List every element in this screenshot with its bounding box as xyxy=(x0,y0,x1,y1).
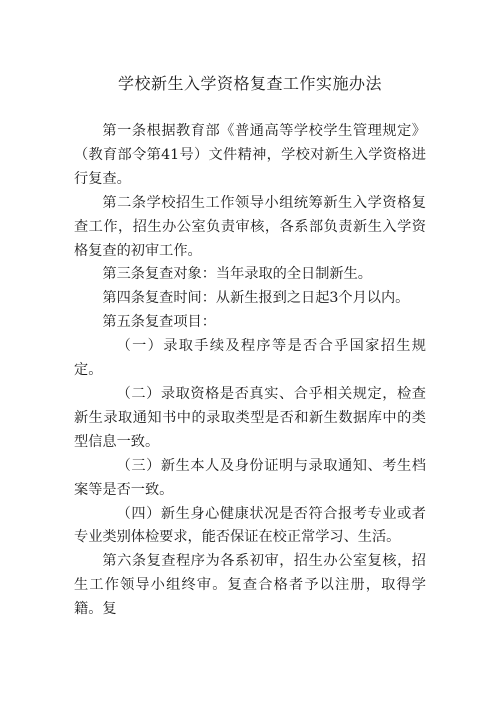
document-body xyxy=(74,120,426,622)
paragraph-item-3: （三）新生本人及身份证明与录取通知、考生档案等是否一致。 xyxy=(74,457,426,498)
document-title: 学校新生入学资格复查工作实施办法 xyxy=(117,74,382,93)
paragraph-item-2: （二）录取资格是否真实、合乎相关规定，检查新生录取通知书中的录取类型是否和新生数据库中的类型信息一致。 xyxy=(74,385,426,450)
paragraph-article-1: 第一条根据教育部《普通高等学校学生管理规定》（教育部令第41号）文件精神，学校对新生入学资格进行复查。 xyxy=(74,123,426,187)
paragraph-article-2: 第二条学校招生工作领导小组统筹新生入学资格复查工作，招生办公室负责审核，各系部负责新生入学资格复查的初审工作。 xyxy=(74,194,426,259)
paragraph-item-4: （四）新生身心健康状况是否符合报考专业或者专业类别体检要求，能否保证在校正常学习、生活。 xyxy=(74,505,426,546)
paragraph-article-3: 第三条复查对象：当年录取的全日制新生。 xyxy=(102,266,372,283)
paragraph-item-1: （一）录取手续及程序等是否合乎国家招生规定。 xyxy=(74,338,426,379)
paragraph-article-5: 第五条复查项目： xyxy=(102,314,216,331)
paragraph-article-6: 第六条复查程序为各系初审，招生办公室复核，招生工作领导小组终审。复查合格者予以注册，取得学籍。复 xyxy=(74,553,426,618)
paragraph-article-4: 第四条复查时间：从新生报到之日起3个月以内。 xyxy=(102,290,410,307)
